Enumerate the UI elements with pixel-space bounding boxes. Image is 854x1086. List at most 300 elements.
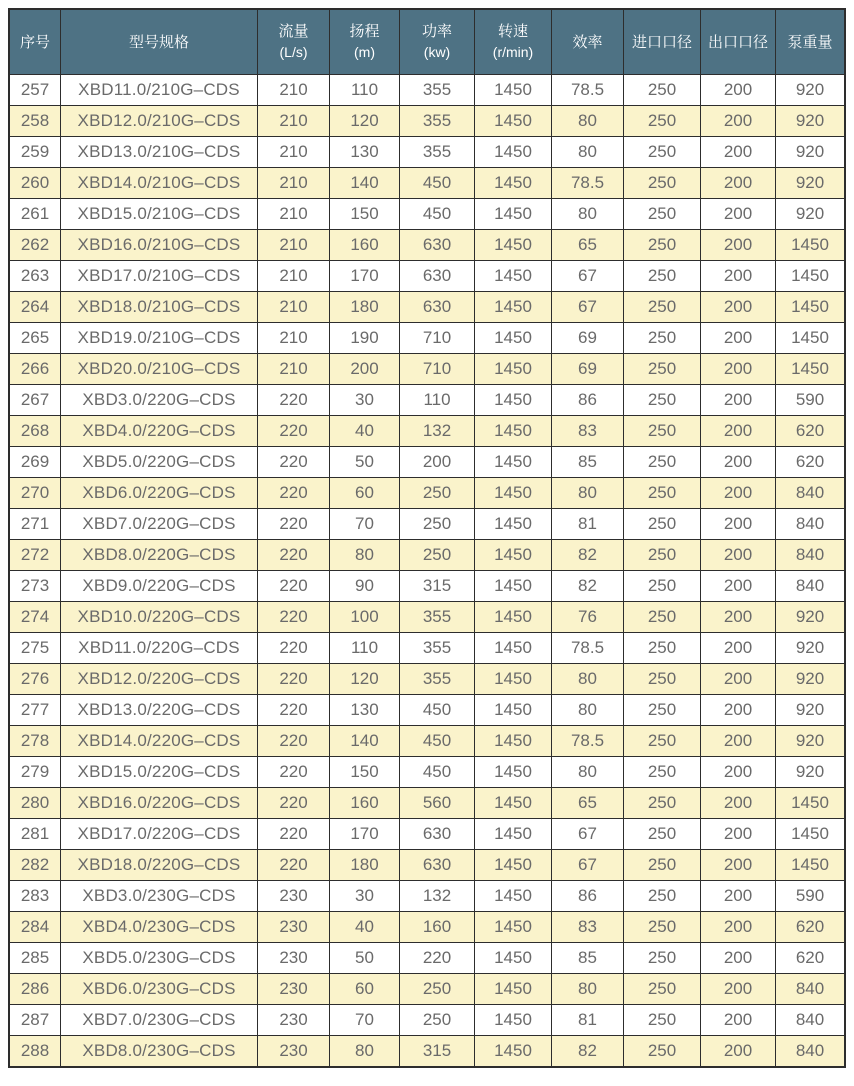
serial-cell: 283: [9, 881, 61, 912]
table-body: [9, 75, 845, 1068]
value-cell: 1450: [475, 664, 552, 695]
value-cell: 355: [400, 137, 475, 168]
pump-spec-table: [8, 8, 846, 1068]
value-cell: 920: [776, 664, 846, 695]
value-cell: 200: [701, 385, 776, 416]
value-cell: 220: [258, 416, 330, 447]
value-cell: 250: [624, 881, 701, 912]
model-cell: XBD7.0/230G–CDS: [61, 1005, 258, 1036]
table-row: [9, 1005, 845, 1036]
column-header-unit: (kw): [423, 44, 451, 61]
model-cell: XBD12.0/210G–CDS: [61, 106, 258, 137]
serial-cell: 287: [9, 1005, 61, 1036]
value-cell: 78.5: [552, 75, 624, 106]
value-cell: 200: [701, 819, 776, 850]
value-cell: 190: [330, 323, 400, 354]
value-cell: 1450: [475, 354, 552, 385]
model-cell: XBD4.0/220G–CDS: [61, 416, 258, 447]
value-cell: 110: [330, 75, 400, 106]
model-cell: XBD13.0/220G–CDS: [61, 695, 258, 726]
value-cell: 220: [258, 478, 330, 509]
value-cell: 220: [258, 788, 330, 819]
value-cell: 840: [776, 540, 846, 571]
model-cell: XBD10.0/220G–CDS: [61, 602, 258, 633]
value-cell: 80: [552, 695, 624, 726]
value-cell: 250: [624, 726, 701, 757]
value-cell: 200: [701, 664, 776, 695]
value-cell: 1450: [475, 292, 552, 323]
table-row: [9, 478, 845, 509]
model-cell: XBD6.0/230G–CDS: [61, 974, 258, 1005]
table-row: [9, 912, 845, 943]
value-cell: 78.5: [552, 168, 624, 199]
value-cell: 230: [258, 881, 330, 912]
value-cell: 1450: [475, 633, 552, 664]
value-cell: 67: [552, 819, 624, 850]
value-cell: 100: [330, 602, 400, 633]
value-cell: 920: [776, 137, 846, 168]
value-cell: 80: [552, 478, 624, 509]
table-row: [9, 664, 845, 695]
value-cell: 1450: [475, 261, 552, 292]
serial-cell: 282: [9, 850, 61, 881]
value-cell: 82: [552, 571, 624, 602]
value-cell: 1450: [475, 757, 552, 788]
value-cell: 1450: [776, 323, 846, 354]
value-cell: 920: [776, 695, 846, 726]
value-cell: 210: [258, 75, 330, 106]
value-cell: 630: [400, 292, 475, 323]
value-cell: 355: [400, 106, 475, 137]
table-row: [9, 323, 845, 354]
value-cell: 210: [258, 292, 330, 323]
value-cell: 210: [258, 168, 330, 199]
column-header-label: 进口口径: [631, 33, 692, 51]
model-cell: XBD11.0/210G–CDS: [61, 75, 258, 106]
model-cell: XBD18.0/220G–CDS: [61, 850, 258, 881]
column-header: [330, 9, 400, 75]
serial-cell: 278: [9, 726, 61, 757]
value-cell: 1450: [475, 788, 552, 819]
table-row: [9, 292, 845, 323]
value-cell: 120: [330, 106, 400, 137]
value-cell: 70: [330, 1005, 400, 1036]
value-cell: 920: [776, 726, 846, 757]
value-cell: 1450: [475, 540, 552, 571]
serial-cell: 277: [9, 695, 61, 726]
value-cell: 200: [701, 416, 776, 447]
value-cell: 50: [330, 447, 400, 478]
value-cell: 450: [400, 199, 475, 230]
value-cell: 80: [330, 540, 400, 571]
value-cell: 1450: [475, 1036, 552, 1068]
value-cell: 355: [400, 633, 475, 664]
serial-cell: 270: [9, 478, 61, 509]
value-cell: 1450: [475, 385, 552, 416]
value-cell: 69: [552, 323, 624, 354]
model-cell: XBD17.0/220G–CDS: [61, 819, 258, 850]
value-cell: 920: [776, 106, 846, 137]
serial-cell: 257: [9, 75, 61, 106]
value-cell: 220: [258, 757, 330, 788]
value-cell: 230: [258, 1005, 330, 1036]
value-cell: 840: [776, 571, 846, 602]
value-cell: 67: [552, 850, 624, 881]
value-cell: 30: [330, 385, 400, 416]
value-cell: 200: [701, 726, 776, 757]
value-cell: 620: [776, 912, 846, 943]
value-cell: 60: [330, 478, 400, 509]
value-cell: 30: [330, 881, 400, 912]
value-cell: 220: [258, 602, 330, 633]
value-cell: 80: [552, 664, 624, 695]
serial-cell: 269: [9, 447, 61, 478]
value-cell: 85: [552, 447, 624, 478]
value-cell: 83: [552, 416, 624, 447]
value-cell: 1450: [776, 292, 846, 323]
model-cell: XBD15.0/220G–CDS: [61, 757, 258, 788]
value-cell: 250: [624, 75, 701, 106]
value-cell: 230: [258, 912, 330, 943]
table-row: [9, 354, 845, 385]
model-cell: XBD14.0/210G–CDS: [61, 168, 258, 199]
value-cell: 220: [258, 695, 330, 726]
value-cell: 82: [552, 540, 624, 571]
value-cell: 220: [258, 726, 330, 757]
value-cell: 250: [624, 571, 701, 602]
value-cell: 132: [400, 881, 475, 912]
value-cell: 920: [776, 633, 846, 664]
serial-cell: 276: [9, 664, 61, 695]
table-row: [9, 850, 845, 881]
value-cell: 160: [400, 912, 475, 943]
value-cell: 590: [776, 385, 846, 416]
serial-cell: 262: [9, 230, 61, 261]
model-cell: XBD17.0/210G–CDS: [61, 261, 258, 292]
value-cell: 200: [701, 571, 776, 602]
value-cell: 1450: [776, 788, 846, 819]
serial-cell: 271: [9, 509, 61, 540]
value-cell: 1450: [776, 230, 846, 261]
value-cell: 250: [624, 943, 701, 974]
column-header-label: 序号: [19, 33, 50, 51]
value-cell: 130: [330, 137, 400, 168]
value-cell: 200: [701, 633, 776, 664]
value-cell: 1450: [475, 1005, 552, 1036]
column-header-unit: (m): [354, 44, 375, 61]
value-cell: 67: [552, 292, 624, 323]
value-cell: 1450: [776, 354, 846, 385]
value-cell: 210: [258, 199, 330, 230]
value-cell: 200: [701, 137, 776, 168]
table-row: [9, 168, 845, 199]
value-cell: 230: [258, 974, 330, 1005]
serial-cell: 274: [9, 602, 61, 633]
table-row: [9, 1036, 845, 1068]
serial-cell: 260: [9, 168, 61, 199]
value-cell: 840: [776, 974, 846, 1005]
value-cell: 450: [400, 726, 475, 757]
value-cell: 200: [701, 447, 776, 478]
value-cell: 250: [624, 106, 701, 137]
value-cell: 250: [624, 788, 701, 819]
value-cell: 200: [701, 354, 776, 385]
value-cell: 450: [400, 168, 475, 199]
value-cell: 710: [400, 354, 475, 385]
model-cell: XBD15.0/210G–CDS: [61, 199, 258, 230]
value-cell: 200: [701, 478, 776, 509]
value-cell: 200: [400, 447, 475, 478]
value-cell: 130: [330, 695, 400, 726]
value-cell: 1450: [475, 168, 552, 199]
value-cell: 220: [400, 943, 475, 974]
value-cell: 1450: [475, 881, 552, 912]
value-cell: 180: [330, 850, 400, 881]
table-row: [9, 416, 845, 447]
value-cell: 315: [400, 1036, 475, 1068]
serial-cell: 258: [9, 106, 61, 137]
value-cell: 1450: [475, 974, 552, 1005]
value-cell: 210: [258, 137, 330, 168]
value-cell: 200: [701, 261, 776, 292]
value-cell: 110: [330, 633, 400, 664]
value-cell: 1450: [475, 75, 552, 106]
value-cell: 250: [624, 633, 701, 664]
value-cell: 1450: [475, 726, 552, 757]
value-cell: 80: [552, 199, 624, 230]
value-cell: 210: [258, 323, 330, 354]
column-header-label: 泵重量: [787, 33, 833, 51]
value-cell: 110: [400, 385, 475, 416]
value-cell: 78.5: [552, 726, 624, 757]
value-cell: 1450: [475, 695, 552, 726]
value-cell: 220: [258, 850, 330, 881]
value-cell: 250: [400, 509, 475, 540]
model-cell: XBD6.0/220G–CDS: [61, 478, 258, 509]
model-cell: XBD16.0/220G–CDS: [61, 788, 258, 819]
value-cell: 355: [400, 602, 475, 633]
value-cell: 250: [624, 540, 701, 571]
value-cell: 450: [400, 757, 475, 788]
value-cell: 78.5: [552, 633, 624, 664]
column-header: [552, 9, 624, 75]
value-cell: 250: [624, 1036, 701, 1068]
value-cell: 200: [701, 757, 776, 788]
value-cell: 220: [258, 571, 330, 602]
value-cell: 200: [701, 974, 776, 1005]
column-header: [61, 9, 258, 75]
value-cell: 1450: [475, 850, 552, 881]
model-cell: XBD20.0/210G–CDS: [61, 354, 258, 385]
value-cell: 1450: [475, 602, 552, 633]
value-cell: 250: [400, 1005, 475, 1036]
column-header: [475, 9, 552, 75]
value-cell: 250: [624, 292, 701, 323]
value-cell: 69: [552, 354, 624, 385]
table-row: [9, 757, 845, 788]
model-cell: XBD12.0/220G–CDS: [61, 664, 258, 695]
column-header: [400, 9, 475, 75]
model-cell: XBD5.0/230G–CDS: [61, 943, 258, 974]
value-cell: 200: [701, 168, 776, 199]
table-row: [9, 75, 845, 106]
column-header: [776, 9, 846, 75]
value-cell: 200: [701, 323, 776, 354]
value-cell: 250: [400, 478, 475, 509]
value-cell: 250: [624, 509, 701, 540]
value-cell: 80: [552, 974, 624, 1005]
value-cell: 630: [400, 230, 475, 261]
value-cell: 250: [624, 354, 701, 385]
serial-cell: 286: [9, 974, 61, 1005]
value-cell: 710: [400, 323, 475, 354]
value-cell: 230: [258, 943, 330, 974]
value-cell: 140: [330, 726, 400, 757]
value-cell: 1450: [475, 230, 552, 261]
value-cell: 80: [552, 757, 624, 788]
value-cell: 620: [776, 447, 846, 478]
value-cell: 250: [624, 416, 701, 447]
value-cell: 250: [624, 1005, 701, 1036]
value-cell: 90: [330, 571, 400, 602]
value-cell: 210: [258, 230, 330, 261]
value-cell: 1450: [475, 416, 552, 447]
value-cell: 1450: [776, 850, 846, 881]
value-cell: 250: [624, 447, 701, 478]
value-cell: 86: [552, 385, 624, 416]
value-cell: 250: [624, 261, 701, 292]
value-cell: 200: [701, 943, 776, 974]
value-cell: 1450: [475, 447, 552, 478]
serial-cell: 265: [9, 323, 61, 354]
column-header: [9, 9, 61, 75]
value-cell: 200: [701, 230, 776, 261]
value-cell: 83: [552, 912, 624, 943]
value-cell: 620: [776, 943, 846, 974]
serial-cell: 284: [9, 912, 61, 943]
value-cell: 200: [701, 292, 776, 323]
table-row: [9, 881, 845, 912]
value-cell: 1450: [475, 323, 552, 354]
table-row: [9, 199, 845, 230]
column-header-label: 转速: [497, 23, 528, 41]
serial-cell: 273: [9, 571, 61, 602]
value-cell: 250: [624, 168, 701, 199]
table-row: [9, 571, 845, 602]
column-header-label: 型号规格: [128, 33, 189, 51]
value-cell: 200: [701, 75, 776, 106]
value-cell: 630: [400, 819, 475, 850]
value-cell: 200: [701, 199, 776, 230]
table-row: [9, 230, 845, 261]
value-cell: 220: [258, 633, 330, 664]
serial-cell: 279: [9, 757, 61, 788]
model-cell: XBD5.0/220G–CDS: [61, 447, 258, 478]
model-cell: XBD16.0/210G–CDS: [61, 230, 258, 261]
value-cell: 170: [330, 819, 400, 850]
value-cell: 230: [258, 1036, 330, 1068]
value-cell: 160: [330, 788, 400, 819]
value-cell: 840: [776, 1036, 846, 1068]
value-cell: 250: [400, 540, 475, 571]
value-cell: 210: [258, 261, 330, 292]
table-row: [9, 726, 845, 757]
model-cell: XBD19.0/210G–CDS: [61, 323, 258, 354]
value-cell: 250: [624, 819, 701, 850]
value-cell: 220: [258, 447, 330, 478]
value-cell: 160: [330, 230, 400, 261]
serial-cell: 272: [9, 540, 61, 571]
serial-cell: 261: [9, 199, 61, 230]
value-cell: 200: [701, 540, 776, 571]
value-cell: 80: [552, 137, 624, 168]
value-cell: 200: [701, 850, 776, 881]
model-cell: XBD4.0/230G–CDS: [61, 912, 258, 943]
value-cell: 220: [258, 509, 330, 540]
serial-cell: 264: [9, 292, 61, 323]
table-row: [9, 385, 845, 416]
value-cell: 355: [400, 75, 475, 106]
serial-cell: 285: [9, 943, 61, 974]
value-cell: 840: [776, 478, 846, 509]
column-header-label: 出口口径: [707, 33, 768, 51]
value-cell: 120: [330, 664, 400, 695]
value-cell: 200: [701, 602, 776, 633]
column-header-label: 扬程: [349, 23, 380, 41]
table-header-row: [9, 9, 845, 75]
value-cell: 1450: [475, 912, 552, 943]
value-cell: 220: [258, 385, 330, 416]
value-cell: 1450: [776, 819, 846, 850]
table-row: [9, 602, 845, 633]
serial-cell: 266: [9, 354, 61, 385]
column-header-unit: (r/min): [492, 44, 534, 61]
model-cell: XBD7.0/220G–CDS: [61, 509, 258, 540]
value-cell: 140: [330, 168, 400, 199]
value-cell: 180: [330, 292, 400, 323]
value-cell: 86: [552, 881, 624, 912]
value-cell: 250: [624, 695, 701, 726]
value-cell: 80: [330, 1036, 400, 1068]
serial-cell: 281: [9, 819, 61, 850]
value-cell: 82: [552, 1036, 624, 1068]
value-cell: 210: [258, 354, 330, 385]
value-cell: 250: [624, 323, 701, 354]
value-cell: 250: [624, 757, 701, 788]
value-cell: 80: [552, 106, 624, 137]
value-cell: 1450: [475, 137, 552, 168]
value-cell: 81: [552, 1005, 624, 1036]
value-cell: 200: [701, 881, 776, 912]
value-cell: 920: [776, 757, 846, 788]
column-header: [701, 9, 776, 75]
column-header-label: 功率: [421, 23, 452, 41]
value-cell: 150: [330, 757, 400, 788]
model-cell: XBD18.0/210G–CDS: [61, 292, 258, 323]
value-cell: 250: [624, 602, 701, 633]
value-cell: 250: [624, 912, 701, 943]
table-header: [9, 9, 845, 75]
column-header: [258, 9, 330, 75]
value-cell: 1450: [475, 509, 552, 540]
value-cell: 250: [624, 478, 701, 509]
serial-cell: 267: [9, 385, 61, 416]
value-cell: 250: [624, 230, 701, 261]
model-cell: XBD14.0/220G–CDS: [61, 726, 258, 757]
table-row: [9, 447, 845, 478]
table-row: [9, 943, 845, 974]
value-cell: 1450: [475, 478, 552, 509]
